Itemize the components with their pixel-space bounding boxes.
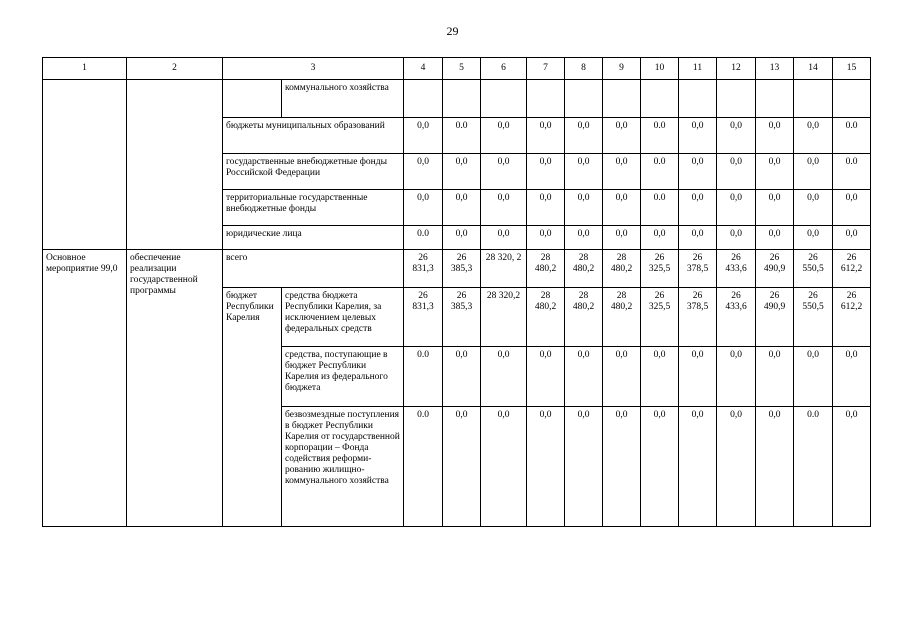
value-cell: 0,0 xyxy=(641,226,679,250)
header-cell: 3 xyxy=(223,58,404,80)
value-cell: 0,0 xyxy=(833,347,871,407)
value-cell: 0,0 xyxy=(527,190,565,226)
value-cell: 0,0 xyxy=(717,226,756,250)
value-cell xyxy=(794,80,833,118)
value-cell: 26 385,3 xyxy=(443,288,481,347)
value-cell: 0,0 xyxy=(527,154,565,190)
source-line: внебюджетные фонды xyxy=(226,204,317,214)
value-cell: 0,0 xyxy=(679,347,717,407)
value-cell: 0.0 xyxy=(641,190,679,226)
value-cell: 0,0 xyxy=(603,190,641,226)
value-cell: 26 325,5 xyxy=(641,288,679,347)
value-cell: 0,0 xyxy=(717,118,756,154)
header-cell: 11 xyxy=(679,58,717,80)
value-cell xyxy=(756,80,794,118)
value-cell: 0,0 xyxy=(756,347,794,407)
value-cell: 0,0 xyxy=(756,226,794,250)
value-cell: 28 480,2 xyxy=(527,288,565,347)
value-cell: 0,0 xyxy=(565,118,603,154)
value-cell: 0,0 xyxy=(794,347,833,407)
value-cell: 28 480,2 xyxy=(565,288,603,347)
value-cell: 0,0 xyxy=(679,226,717,250)
value-cell: 26 433,6 xyxy=(717,250,756,288)
value-cell: 28 320, 2 xyxy=(481,250,527,288)
value-cell: 0,0 xyxy=(443,226,481,250)
value-cell: 0,0 xyxy=(481,118,527,154)
value-cell xyxy=(833,80,871,118)
value-cell: 0.0 xyxy=(833,118,871,154)
budget-table xyxy=(42,57,871,527)
header-row xyxy=(43,58,871,80)
value-cell: 0,0 xyxy=(527,407,565,527)
value-cell: 0,0 xyxy=(443,407,481,527)
value-cell: 0.0 xyxy=(404,226,443,250)
value-cell: 0.0 xyxy=(443,118,481,154)
value-cell: 28 320,2 xyxy=(481,288,527,347)
value-cell xyxy=(443,80,481,118)
value-cell: 26 378,5 xyxy=(679,250,717,288)
value-cell: 0,0 xyxy=(527,118,565,154)
value-cell: 26 378,5 xyxy=(679,288,717,347)
value-cell: 0,0 xyxy=(481,407,527,527)
value-cell: 26 831,3 xyxy=(404,250,443,288)
value-cell: 28 480,2 xyxy=(565,250,603,288)
value-cell: 0,0 xyxy=(481,347,527,407)
value-cell: 0,0 xyxy=(603,407,641,527)
value-cell: 0,0 xyxy=(481,190,527,226)
value-cell: 0,0 xyxy=(833,407,871,527)
value-cell: 0,0 xyxy=(794,154,833,190)
value-cell: 0,0 xyxy=(679,190,717,226)
header-cell: 5 xyxy=(443,58,481,80)
table-row xyxy=(43,250,871,288)
value-cell xyxy=(717,80,756,118)
value-cell: 0,0 xyxy=(443,347,481,407)
value-cell: 26 490,9 xyxy=(756,250,794,288)
value-cell: 0,0 xyxy=(404,118,443,154)
value-cell: 0,0 xyxy=(565,407,603,527)
value-cell: 26 550,5 xyxy=(794,250,833,288)
value-cell: 0,0 xyxy=(756,154,794,190)
cell-budget-empty xyxy=(223,80,282,118)
cell-activity-name: Основное мероприятие 99,0 xyxy=(43,250,127,527)
value-cell: 0,0 xyxy=(756,407,794,527)
header-cell: 15 xyxy=(833,58,871,80)
value-cell: 0,0 xyxy=(717,347,756,407)
cell-source: всего xyxy=(223,250,404,288)
cell-source-detail: коммунального хозяйства xyxy=(282,80,404,118)
value-cell: 0,0 xyxy=(565,190,603,226)
cell-budget: бюджет Республики Карелия xyxy=(223,288,282,527)
value-cell xyxy=(641,80,679,118)
value-cell: 0,0 xyxy=(641,407,679,527)
value-cell: 0.0 xyxy=(641,154,679,190)
value-cell: 0,0 xyxy=(717,154,756,190)
value-cell xyxy=(565,80,603,118)
value-cell: 28 480,2 xyxy=(527,250,565,288)
value-cell: 0.0 xyxy=(641,118,679,154)
value-cell: 0,0 xyxy=(481,154,527,190)
value-cell: 0.0 xyxy=(794,407,833,527)
value-cell: 0,0 xyxy=(679,407,717,527)
value-cell xyxy=(481,80,527,118)
value-cell: 0,0 xyxy=(794,118,833,154)
cell-source-detail: безвозмездные поступления в бюджет Республики Карелия от государственной корпорации – Фонда содействия реформи-рованию жилищно-коммунального хозяйства xyxy=(282,407,404,527)
header-cell: 13 xyxy=(756,58,794,80)
value-cell: 0,0 xyxy=(756,190,794,226)
value-cell: 0,0 xyxy=(404,154,443,190)
value-cell: 26 325,5 xyxy=(641,250,679,288)
header-cell: 12 xyxy=(717,58,756,80)
value-cell: 0,0 xyxy=(443,154,481,190)
header-cell: 9 xyxy=(603,58,641,80)
value-cell: 0,0 xyxy=(794,226,833,250)
value-cell: 0.0 xyxy=(404,347,443,407)
value-cell: 26 831,3 xyxy=(404,288,443,347)
header-cell: 14 xyxy=(794,58,833,80)
value-cell: 0,0 xyxy=(527,226,565,250)
value-cell: 0,0 xyxy=(717,190,756,226)
value-cell: 0,0 xyxy=(481,226,527,250)
cell-activity-description: обеспечение реализации государственной программы xyxy=(127,250,223,527)
value-cell xyxy=(527,80,565,118)
value-cell: 0,0 xyxy=(603,226,641,250)
value-cell: 0,0 xyxy=(404,190,443,226)
cell-col1-empty xyxy=(43,80,127,250)
cell-col2-empty xyxy=(127,80,223,250)
cell-source xyxy=(223,190,404,226)
value-cell: 0.0 xyxy=(404,407,443,527)
source-line: территориальные государственные xyxy=(226,193,368,203)
header-cell: 2 xyxy=(127,58,223,80)
value-cell: 0,0 xyxy=(603,154,641,190)
cell-source: бюджеты муниципальных образований xyxy=(223,118,404,154)
page-number: 29 xyxy=(446,24,459,38)
table-row xyxy=(43,80,871,118)
value-cell: 0,0 xyxy=(603,347,641,407)
value-cell: 0,0 xyxy=(443,190,481,226)
header-cell: 4 xyxy=(404,58,443,80)
value-cell: 0,0 xyxy=(794,190,833,226)
value-cell: 26 433,6 xyxy=(717,288,756,347)
cell-source: юридические лица xyxy=(223,226,404,250)
header-cell: 7 xyxy=(527,58,565,80)
value-cell: 28 480,2 xyxy=(603,250,641,288)
value-cell xyxy=(404,80,443,118)
value-cell: 0,0 xyxy=(756,118,794,154)
value-cell: 0,0 xyxy=(833,226,871,250)
header-cell: 10 xyxy=(641,58,679,80)
value-cell xyxy=(679,80,717,118)
value-cell: 0,0 xyxy=(679,154,717,190)
header-cell: 1 xyxy=(43,58,127,80)
value-cell: 26 550,5 xyxy=(794,288,833,347)
value-cell: 26 385,3 xyxy=(443,250,481,288)
value-cell: 28 480,2 xyxy=(603,288,641,347)
value-cell: 0,0 xyxy=(565,226,603,250)
value-cell: 0,0 xyxy=(717,407,756,527)
value-cell: 26 490,9 xyxy=(756,288,794,347)
value-cell xyxy=(603,80,641,118)
value-cell: 0,0 xyxy=(679,118,717,154)
cell-source-detail: средства бюджета Республики Карелия, за исключением целевых федеральных средств xyxy=(282,288,404,347)
value-cell: 0,0 xyxy=(833,190,871,226)
value-cell: 0.0 xyxy=(833,154,871,190)
value-cell: 0,0 xyxy=(603,118,641,154)
cell-source: государственные внебюджетные фонды Российской Федерации xyxy=(223,154,404,190)
header-cell: 6 xyxy=(481,58,527,80)
header-cell: 8 xyxy=(565,58,603,80)
value-cell: 0,0 xyxy=(641,347,679,407)
value-cell: 0,0 xyxy=(565,347,603,407)
value-cell: 0,0 xyxy=(565,154,603,190)
cell-source-detail: средства, поступающие в бюджет Республики Карелия из федерального бюджета xyxy=(282,347,404,407)
value-cell: 26 612,2 xyxy=(833,288,871,347)
value-cell: 0,0 xyxy=(527,347,565,407)
value-cell: 26 612,2 xyxy=(833,250,871,288)
